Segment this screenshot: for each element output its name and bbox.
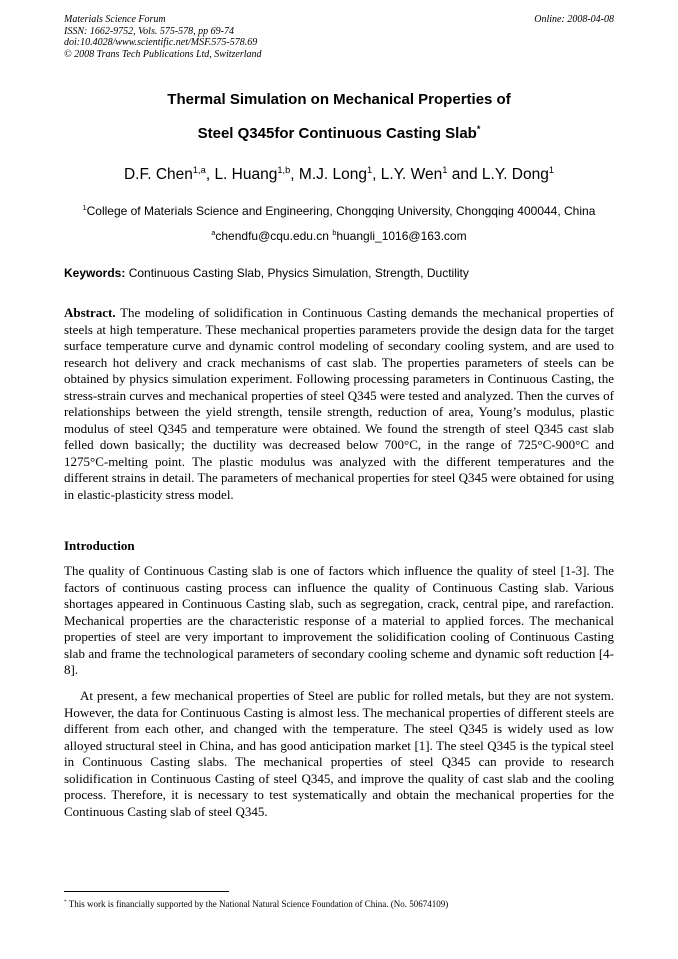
- author-separator: ,: [372, 166, 381, 183]
- keywords: [64, 266, 469, 280]
- keywords-text: Continuous Casting Slab, Physics Simulation, Strength, Ductility: [125, 266, 469, 280]
- keywords-label: Keywords:: [64, 266, 126, 280]
- email-mark-b: b: [332, 228, 337, 237]
- author-separator: ,: [290, 166, 299, 183]
- author-separator: ,: [205, 166, 215, 183]
- affiliation-mark: 1: [82, 203, 87, 212]
- affiliation: [40, 204, 638, 218]
- copyright-line: © 2008 Trans Tech Publications Ltd, Switzerland: [64, 48, 262, 60]
- author-affiliation-mark: 1,a: [192, 164, 206, 175]
- abstract: [64, 305, 614, 503]
- author-name: L.Y. Dong: [481, 166, 549, 183]
- email-link-b[interactable]: huangli_1016@163.com: [336, 229, 467, 243]
- affiliation-text: College of Materials Science and Engineering, Chongqing University, Chongqing 400044, China: [86, 204, 596, 218]
- title-footnote-mark[interactable]: *: [476, 124, 481, 134]
- author-name: D.F. Chen: [123, 166, 193, 183]
- doi-link[interactable]: doi:10.4028/www.scientific.net/MSF.575-578.69: [64, 37, 258, 48]
- introduction-paragraph-1: The quality of Continuous Casting slab is one of factors which influence the quality of steel [1-3]. The factors of continuous casting process can influence the quality of Continuous Casting slab. Various shortages appeared in Continuous Casting slab, such as segregation, crack, central pipe, and rarefaction. Mechanical properties are the characteristic response of a material to applied forces. The mechanical properties of steel are very important to improvement the solidification cooling of Continuous Casting slab and frame the technological parameters of secondary cooling scheme and dynamic soft reduction [4-8].: [64, 563, 614, 677]
- footnote-mark: *: [64, 899, 67, 905]
- author-name: L. Huang: [214, 166, 278, 183]
- title-line-2-text: Steel Q345for Continuous Casting Slab: [197, 125, 477, 142]
- author-separator: and: [447, 166, 482, 183]
- online-date: Online: 2008-04-08: [534, 14, 614, 25]
- author-name: L.Y. Wen: [380, 166, 443, 183]
- author-affiliation-mark: 1,b: [277, 164, 291, 175]
- issn-line: ISSN: 1662-9752, Vols. 575-578, pp 69-74: [64, 25, 234, 37]
- footnote-text: This work is financially supported by the National Natural Science Foundation of China. (No. 50674109): [66, 899, 449, 909]
- author-list: [40, 166, 638, 184]
- abstract-text: The modeling of solidification in Continuous Casting demands the mechanical properties of steels at high temperature. These mechanical properties parameters provide the design data for the target surface temperature curve and dynamic control modeling of secondary cooling system, and are used to research hot delivery and crack mechanisms of cast slab. The properties parameters of steels can be obtained by physics simulation experiment. Following processing parameters in Continuous Casting, the stress-strain curves and mechanical properties of steel Q345 were tested and analyzed. Then the curves of relationships between the yield strength, tensile strength, reduction of area, Young’s modulus, plastic modulus of steel Q345 and temperature were obtained. We found the strength of steel Q345 cast slab felled down basically; the ductility was decreased below 700°C, in the range of 725°C-900°C and 1275°C-melting point. The plastic modulus was analyzed with the different temperatures and the different strains in detail. The parameters of mechanical properties for steel Q345 were obtained for using in elastic-plasticity stress model.: [64, 305, 614, 502]
- abstract-label: Abstract.: [64, 305, 116, 320]
- title-line-1: Thermal Simulation on Mechanical Properties of: [167, 91, 511, 108]
- footnote-divider: [64, 891, 229, 892]
- author-affiliation-mark: 1: [548, 164, 555, 175]
- introduction-paragraph-2: At present, a few mechanical properties of Steel are public for rolled metals, but they are not system. However, the data for Continuous Casting is almost less. The mechanical properties of different steels are different from each other, and changed with the temperature. The steel Q345 is widely used as low alloyed structural steel in China, and has good anticipation market [1]. The steel Q345 is the typical steel in Continuous Casting slabs. The mechanical properties of steel Q345 can provide to research solidification in Continuous Casting of steel Q345, and improve the quality of cast slab and the cooling process. Therefore, it is necessary to test systematically and obtain the mechanical properties for the Continuous Casting slab of steel Q345.: [64, 688, 614, 819]
- author-affiliation-mark: 1: [442, 164, 448, 175]
- email-mark-a: a: [211, 228, 216, 237]
- journal-header: [64, 14, 262, 60]
- title-line-2: [40, 125, 638, 142]
- author-name: M.J. Long: [298, 166, 367, 183]
- email-link-a[interactable]: chendfu@cqu.edu.cn: [215, 229, 329, 243]
- footnote: [64, 899, 448, 909]
- section-heading-introduction: Introduction: [64, 538, 135, 553]
- journal-name: Materials Science Forum: [64, 14, 166, 25]
- author-affiliation-mark: 1: [366, 164, 373, 175]
- author-emails: [40, 229, 638, 243]
